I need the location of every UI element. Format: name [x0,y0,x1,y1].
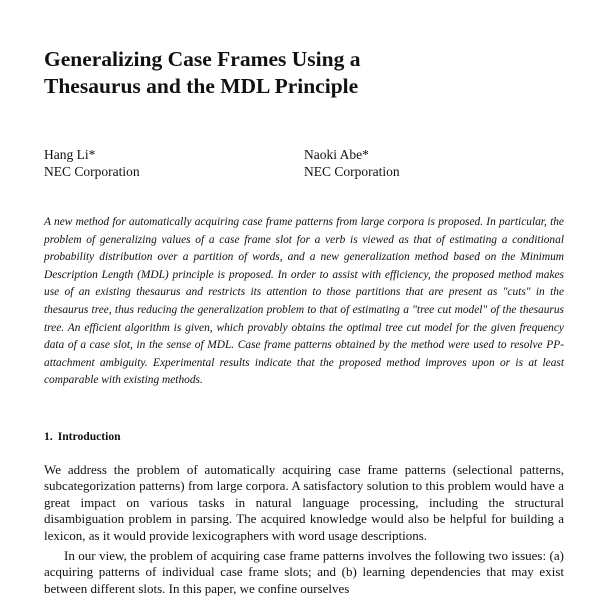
abstract: A new method for automatically acquiring case frame patterns from large corpora is proposed. In particular, the problem of generalizing values of a case frame slot for a verb is viewed as that of estimating a conditional probability distribution over a partition of words, and a new generalization method based on the Minimum Description Length (MDL) principle is proposed. In order to assist with efficiency, the proposed method makes use of an existing thesaurus and restricts its attention to those partitions that are present as "cuts" in the thesaurus tree, thus reducing the generalization problem to that of estimating a "tree cut model" of the thesaurus tree. An efficient algorithm is given, which provably obtains the optimal tree cut model for the given frequency data of a case slot, in the sense of MDL. Case frame patterns obtained by the method were used to resolve PP-attachment ambiguity. Experimental results indicate that the proposed method improves upon or is at least comparable with existing methods. [44,216,564,387]
author-affiliation: NEC Corporation [44,164,140,179]
body-paragraph-2: In our view, the problem of acquiring case frame patterns involves the following two issues: (a) acquiring patterns of individual case frame slots; and (b) learning dependencies that may exist between different slots. In this paper, we confine ourselves [44,548,564,596]
author-block-1 [44,146,140,180]
section-heading [44,430,121,443]
section-number: 1. [44,430,53,443]
title-line-1: Generalizing Case Frames Using a [44,47,361,71]
author-name: Naoki Abe* [304,147,369,162]
body-paragraph-1: We address the problem of automatically acquiring case frame patterns (selectional patterns, subcategorization patterns) from large corpora. A satisfactory solution to this problem would have a great impact on various tasks in natural language processing, including the structural disambiguation problem in parsing. The acquired knowledge would also be helpful for building a lexicon, as it would provide lexicographers with word usage descriptions. [44,462,564,543]
title-line-2: Thesaurus and the MDL Principle [44,74,359,98]
paper-title [44,46,564,100]
author-block-2 [304,146,400,180]
author-name: Hang Li* [44,147,96,162]
section-title: Introduction [57,430,121,443]
author-affiliation: NEC Corporation [304,164,400,179]
